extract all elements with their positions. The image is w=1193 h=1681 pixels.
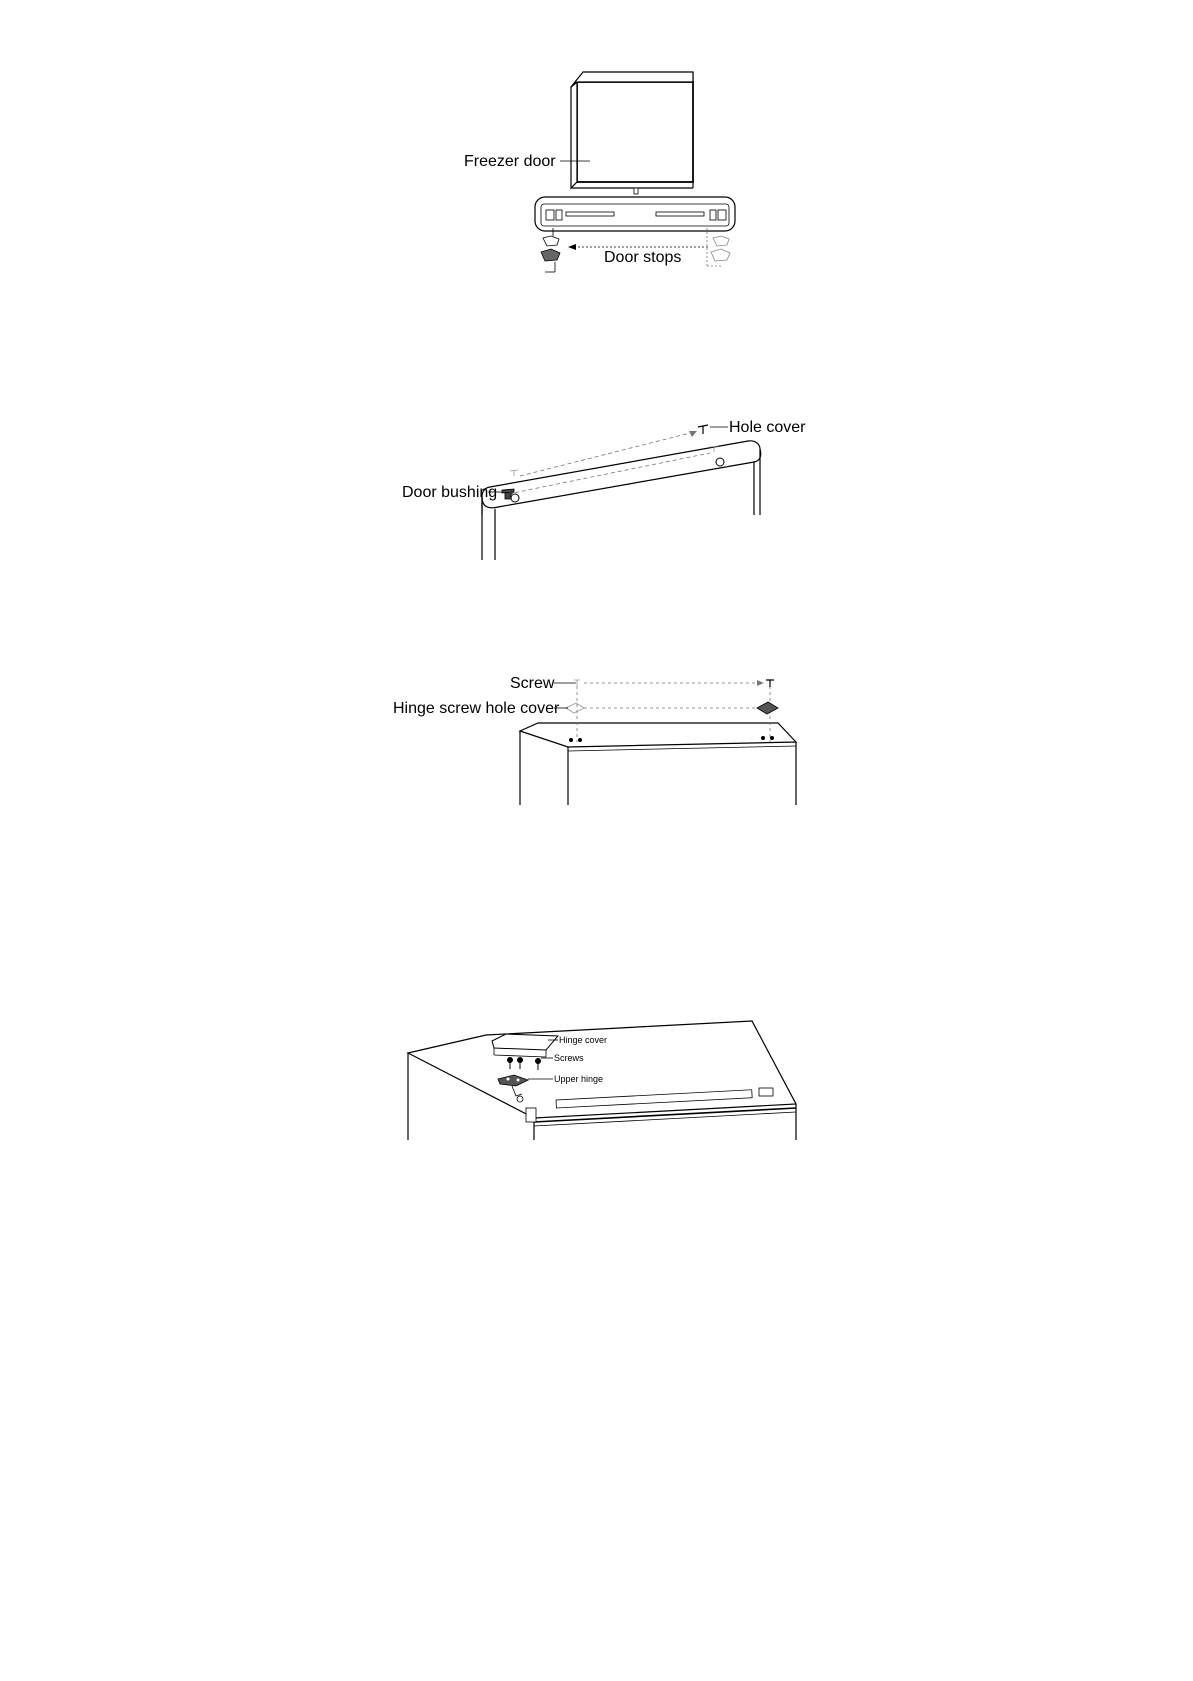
- hole-cover-part: [698, 425, 708, 434]
- hole-cover-label: Hole cover: [729, 419, 806, 436]
- hinge-screw-hole-cover-label: Hinge screw hole cover: [393, 700, 560, 717]
- door-bottom-callout: [535, 197, 735, 231]
- door-stops-label: Door stops: [604, 249, 682, 266]
- screws-label: Screws: [554, 1053, 584, 1063]
- figure-freezer-door: [464, 72, 735, 272]
- door-stop-left: [541, 228, 560, 272]
- figure-upper-hinge: [408, 1021, 796, 1140]
- hinge-screw-hole-cover-part: [757, 702, 778, 714]
- upper-hinge-label: Upper hinge: [554, 1074, 604, 1084]
- figure-door-top: [402, 419, 806, 560]
- door-stop-right: [707, 228, 730, 266]
- hinge-cover-label: Hinge cover: [559, 1035, 608, 1045]
- door-top-drawing: [482, 441, 761, 560]
- door-bushing-label: Door bushing: [402, 484, 498, 501]
- freezer-door-label: Freezer door: [464, 153, 556, 170]
- figure-cabinet-top: [393, 675, 796, 805]
- screw-part: [766, 680, 774, 687]
- screw-label: Screw: [510, 675, 555, 692]
- freezer-door-drawing: [571, 72, 693, 188]
- cabinet-top-drawing: [520, 723, 796, 805]
